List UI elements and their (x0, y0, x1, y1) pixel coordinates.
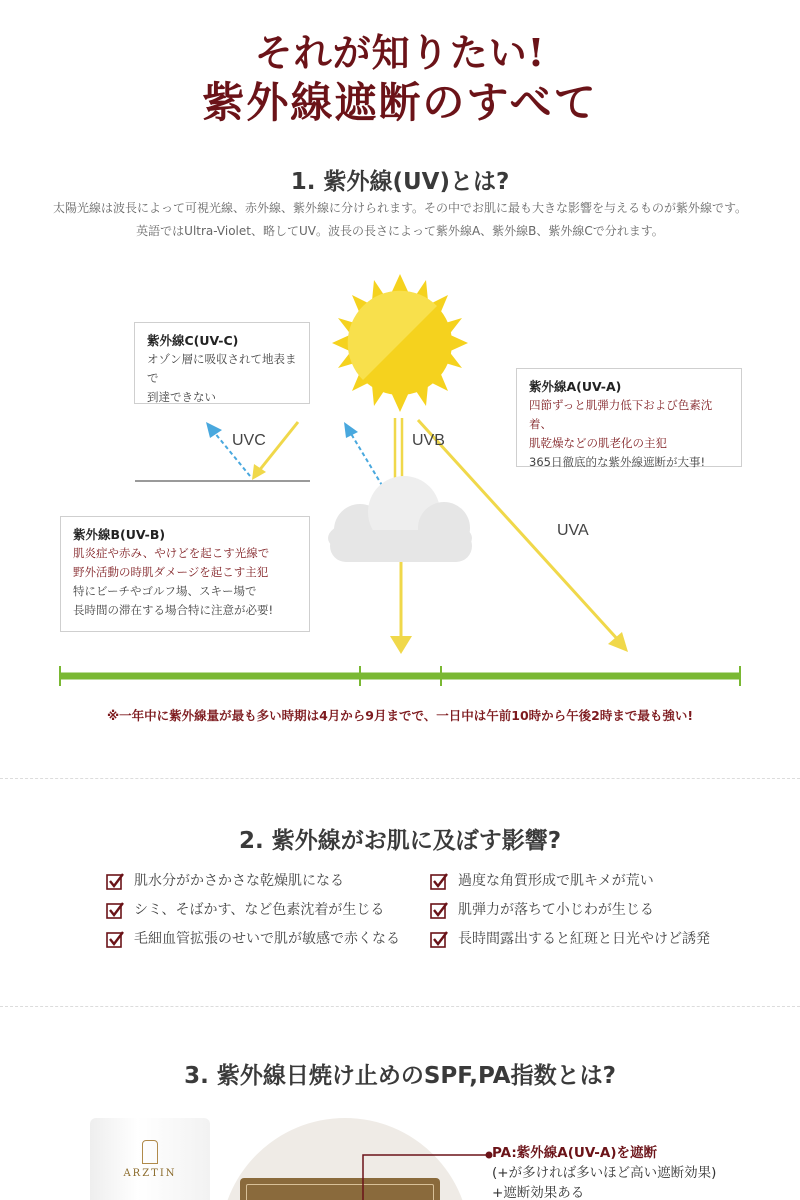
section-divider (0, 778, 800, 779)
page-title-line1: それが知りたい! (254, 30, 546, 75)
effect-text: 肌水分がかさかさな乾燥肌になる (134, 873, 344, 889)
effect-text: 過度な角質形成で肌キメが荒い (458, 873, 654, 889)
sun-icon (332, 274, 468, 412)
uvb-box-line: 肌炎症や赤み、やけどを起こす光線で (73, 546, 270, 560)
pa-title: PA:紫外線A(UV-A)を遮断 (492, 1145, 658, 1161)
uva-info-box (516, 368, 742, 467)
uvb-box-line: 特にビーチやゴルフ場、スキー場で (73, 584, 257, 598)
section1-intro-line2: 英語ではUltra-Violet、略してUV。波長の長さによって紫外線A、紫外線B、紫外線Cで分れます。 (136, 224, 664, 238)
checkbox-icon (430, 872, 448, 890)
uvb-ray (352, 420, 390, 436)
uvb-label: UVB (412, 432, 445, 449)
uvc-box-line: 到達できない (147, 390, 216, 404)
uv-peak-note: ※一年中に紫外線量が最も多い時期は4月から9月までで、一日中は午前10時から午後2時まで最も強い! (106, 708, 694, 723)
uvb-reflect-arrow (350, 432, 386, 492)
cloud-icon (328, 476, 472, 562)
effect-text: 長時間露出すると紅斑と日光やけど誘発 (458, 931, 710, 947)
uva-box-line: 365日徹底的な紫外線遮断が大事! (529, 455, 706, 469)
checkbox-icon (106, 872, 124, 890)
checkbox-icon (106, 930, 124, 948)
effect-text: 肌弾力が落ちて小じわが生じる (458, 902, 654, 918)
pa-description (492, 1143, 716, 1200)
effect-text: 毛細血管拡張のせいで肌が敏感で赤くなる (134, 931, 400, 947)
section-divider (0, 1006, 800, 1007)
pa-line: (+が多ければ多いほど高い遮断効果) (492, 1165, 717, 1181)
section3-heading: 3. 紫外線日焼け止めのSPF,PA指数とは? (184, 1063, 616, 1089)
effect-text: シミ、そばかす、など色素沈着が生じる (134, 902, 385, 918)
uva-box-line: 肌乾燥などの肌老化の主犯 (529, 436, 667, 450)
uva-box-title: 紫外線A(UV-A) (529, 379, 622, 394)
brand-crest-icon (142, 1140, 158, 1164)
section1-intro-line1: 太陽光線は波長によって可視光線、赤外線、紫外線に分けられます。その中でお肌に最も大きな影響を与えるものが紫外線です。 (52, 201, 748, 215)
pa-connector (355, 1148, 495, 1200)
uvb-box-title: 紫外線B(UV-B) (73, 527, 166, 542)
product-brand: ARZTIN (123, 1168, 177, 1179)
checkbox-icon (430, 901, 448, 919)
checkbox-icon (430, 930, 448, 948)
uvc-info-box (134, 322, 310, 404)
sunscreen-product-image (90, 1118, 210, 1200)
uva-box-line: 四節ずっと肌弾力低下および色素沈着、 (529, 398, 713, 431)
uv-diagram (0, 260, 800, 700)
uva-label: UVA (557, 522, 589, 539)
section1-heading: 1. 紫外線(UV)とは? (290, 169, 510, 195)
uvc-label: UVC (232, 432, 266, 449)
section2-heading: 2. 紫外線がお肌に及ぼす影響? (238, 828, 562, 854)
uvc-box-line: オゾン層に吸収されて地表まで (147, 352, 297, 385)
checkbox-icon (106, 901, 124, 919)
page-title-line2: 紫外線遮断のすべて (202, 78, 598, 127)
uvb-info-box (60, 516, 310, 632)
pa-line: +遮断効果ある (492, 1185, 585, 1200)
uvb-box-line: 野外活動の時肌ダメージを起こす主犯 (73, 565, 269, 579)
uvb-box-line: 長時間の滞在する場合特に注意が必要! (73, 603, 274, 617)
uvc-box-title: 紫外線C(UV-C) (147, 333, 239, 348)
